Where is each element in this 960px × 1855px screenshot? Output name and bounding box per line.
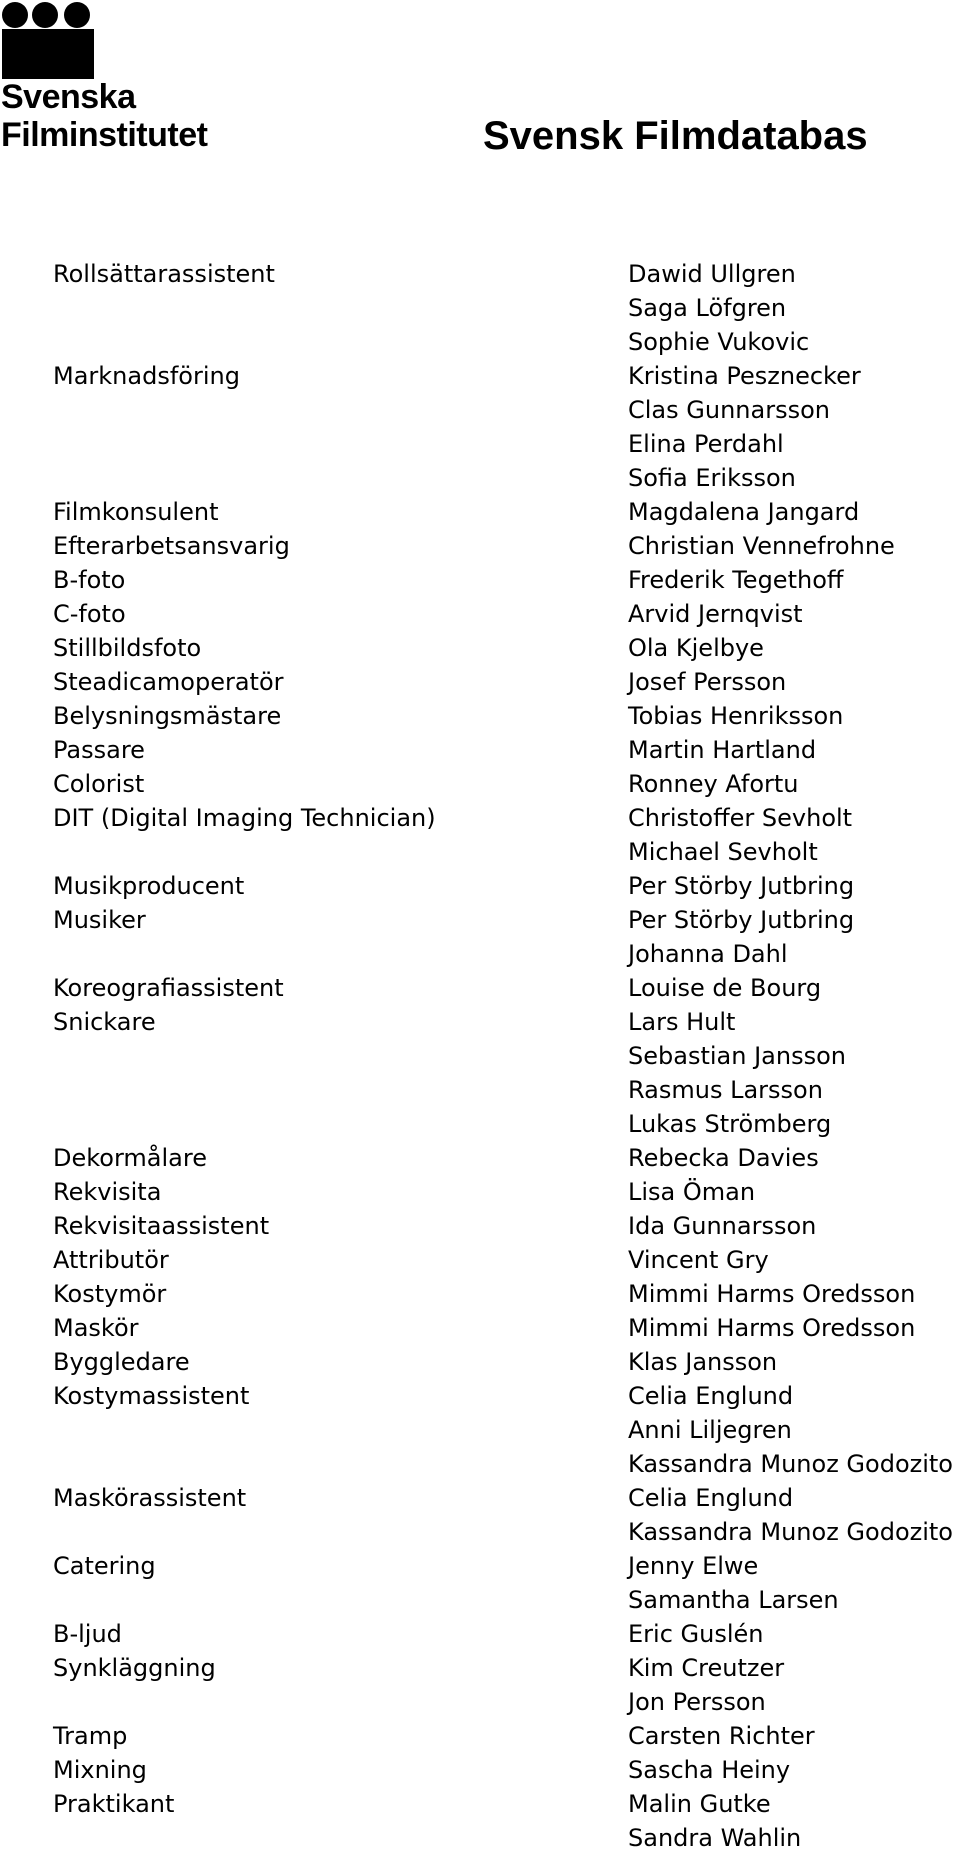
credit-role: Maskörassistent (53, 1484, 247, 1512)
credit-name: Per Störby Jutbring (628, 906, 855, 934)
credit-name: Klas Jansson (628, 1348, 778, 1376)
credit-role: Efterarbetsansvarig (53, 532, 290, 560)
credit-row (0, 903, 960, 937)
credit-row (0, 937, 960, 971)
credit-role: Rekvisitaassistent (53, 1212, 270, 1240)
credit-row (0, 1753, 960, 1787)
credit-role: Steadicamoperatör (53, 668, 284, 696)
credit-row (0, 1787, 960, 1821)
logo-dot-icon (64, 2, 90, 28)
logo-dot-icon (32, 2, 58, 28)
credit-name: Christian Vennefrohne (628, 532, 895, 560)
credit-role: Kostymassistent (53, 1382, 250, 1410)
credit-role: B-ljud (53, 1620, 122, 1648)
credit-name: Sascha Heiny (628, 1756, 791, 1784)
credit-row (0, 1379, 960, 1413)
credit-row (0, 1549, 960, 1583)
credit-name: Tobias Henriksson (628, 702, 844, 730)
credit-row (0, 1345, 960, 1379)
credit-role: Kostymör (53, 1280, 167, 1308)
credit-row (0, 767, 960, 801)
logo-text-line2: Filminstitutet (1, 116, 208, 154)
logo-block-icon (2, 29, 94, 79)
credit-row (0, 563, 960, 597)
credit-name: Anni Liljegren (628, 1416, 792, 1444)
credit-row (0, 359, 960, 393)
credit-role: Rekvisita (53, 1178, 162, 1206)
credit-name: Kassandra Munoz Godozito (628, 1450, 953, 1478)
credit-row (0, 1413, 960, 1447)
credit-name: Dawid Ullgren (628, 260, 796, 288)
credit-name: Vincent Gry (628, 1246, 769, 1274)
credit-role: B-foto (53, 566, 126, 594)
credit-row (0, 1311, 960, 1345)
credit-role: Catering (53, 1552, 156, 1580)
credit-row (0, 1209, 960, 1243)
credit-name: Elina Perdahl (628, 430, 784, 458)
credit-row (0, 1175, 960, 1209)
page-title: Svensk Filmdatabas (483, 114, 868, 158)
credit-row (0, 835, 960, 869)
credit-role: Tramp (53, 1722, 128, 1750)
credit-row (0, 1243, 960, 1277)
credit-row (0, 291, 960, 325)
credit-role: Marknadsföring (53, 362, 240, 390)
credit-name: Magdalena Jangard (628, 498, 860, 526)
credit-row (0, 1277, 960, 1311)
credit-row (0, 325, 960, 359)
credit-role: Praktikant (53, 1790, 175, 1818)
credit-name: Lisa Öman (628, 1178, 756, 1206)
credit-row (0, 529, 960, 563)
credit-role: Koreografiassistent (53, 974, 284, 1002)
credit-role: Musikproducent (53, 872, 245, 900)
credit-name: Carsten Richter (628, 1722, 815, 1750)
credit-row (0, 1073, 960, 1107)
credit-row (0, 461, 960, 495)
credit-row (0, 1005, 960, 1039)
logo-dot-icon (2, 2, 28, 28)
credit-name: Lars Hult (628, 1008, 736, 1036)
credit-name: Mimmi Harms Oredsson (628, 1314, 916, 1342)
credit-name: Jon Persson (628, 1688, 766, 1716)
credit-role: Synkläggning (53, 1654, 216, 1682)
credit-role: Maskör (53, 1314, 139, 1342)
credit-row (0, 1685, 960, 1719)
credit-name: Kassandra Munoz Godozito (628, 1518, 953, 1546)
credit-row (0, 631, 960, 665)
credit-name: Kim Creutzer (628, 1654, 785, 1682)
credit-name: Clas Gunnarsson (628, 396, 830, 424)
credit-name: Michael Sevholt (628, 838, 818, 866)
credit-role: Attributör (53, 1246, 169, 1274)
credit-name: Johanna Dahl (628, 940, 788, 968)
credit-role: Belysningsmästare (53, 702, 282, 730)
credit-role: Colorist (53, 770, 145, 798)
credit-name: Sofia Eriksson (628, 464, 796, 492)
credit-name: Per Störby Jutbring (628, 872, 855, 900)
credit-row (0, 699, 960, 733)
credit-row (0, 1617, 960, 1651)
logo-text-line1: Svenska (1, 78, 136, 116)
credit-row (0, 427, 960, 461)
credit-name: Frederik Tegethoff (628, 566, 844, 594)
credit-name: Ida Gunnarsson (628, 1212, 817, 1240)
credit-name: Celia Englund (628, 1382, 794, 1410)
credit-row (0, 665, 960, 699)
credit-row (0, 1039, 960, 1073)
credit-name: Sophie Vukovic (628, 328, 810, 356)
credits-list (0, 257, 960, 1855)
credit-row (0, 1719, 960, 1753)
credit-row (0, 257, 960, 291)
credit-name: Saga Löfgren (628, 294, 787, 322)
credit-row (0, 1583, 960, 1617)
credit-name: Kristina Pesznecker (628, 362, 861, 390)
credit-row (0, 393, 960, 427)
credit-name: Jenny Elwe (628, 1552, 759, 1580)
credit-role: Snickare (53, 1008, 156, 1036)
credit-name: Josef Persson (628, 668, 787, 696)
credit-name: Louise de Bourg (628, 974, 822, 1002)
credit-name: Lukas Strömberg (628, 1110, 832, 1138)
credit-row (0, 597, 960, 631)
credit-row (0, 1651, 960, 1685)
credit-role: Byggledare (53, 1348, 190, 1376)
svenska-filminstitutet-logo (0, 0, 250, 160)
credit-row (0, 1447, 960, 1481)
credit-role: Passare (53, 736, 145, 764)
credit-row (0, 1481, 960, 1515)
credit-name: Sandra Wahlin (628, 1824, 802, 1852)
credit-role: Mixning (53, 1756, 147, 1784)
credit-name: Ronney Afortu (628, 770, 799, 798)
credit-name: Ola Kjelbye (628, 634, 764, 662)
credit-role: Filmkonsulent (53, 498, 219, 526)
credit-row (0, 1515, 960, 1549)
credit-name: Martin Hartland (628, 736, 817, 764)
credit-role: C-foto (53, 600, 126, 628)
credit-role: Stillbildsfoto (53, 634, 202, 662)
credit-name: Sebastian Jansson (628, 1042, 846, 1070)
credit-role: Musiker (53, 906, 146, 934)
credit-name: Rebecka Davies (628, 1144, 819, 1172)
credit-row (0, 971, 960, 1005)
credit-name: Malin Gutke (628, 1790, 771, 1818)
credit-row (0, 1141, 960, 1175)
credit-name: Arvid Jernqvist (628, 600, 803, 628)
credit-name: Christoffer Sevholt (628, 804, 853, 832)
credit-name: Samantha Larsen (628, 1586, 839, 1614)
credit-name: Rasmus Larsson (628, 1076, 823, 1104)
credit-row (0, 733, 960, 767)
credit-row (0, 1107, 960, 1141)
credit-name: Eric Guslén (628, 1620, 764, 1648)
logo-mark-icon (2, 2, 102, 80)
credit-name: Mimmi Harms Oredsson (628, 1280, 916, 1308)
credit-row (0, 869, 960, 903)
credit-role: Rollsättarassistent (53, 260, 275, 288)
credit-name: Celia Englund (628, 1484, 794, 1512)
credit-row (0, 495, 960, 529)
credit-role: Dekormålare (53, 1144, 207, 1172)
credit-role: DIT (Digital Imaging Technician) (53, 804, 436, 832)
credit-row (0, 801, 960, 835)
